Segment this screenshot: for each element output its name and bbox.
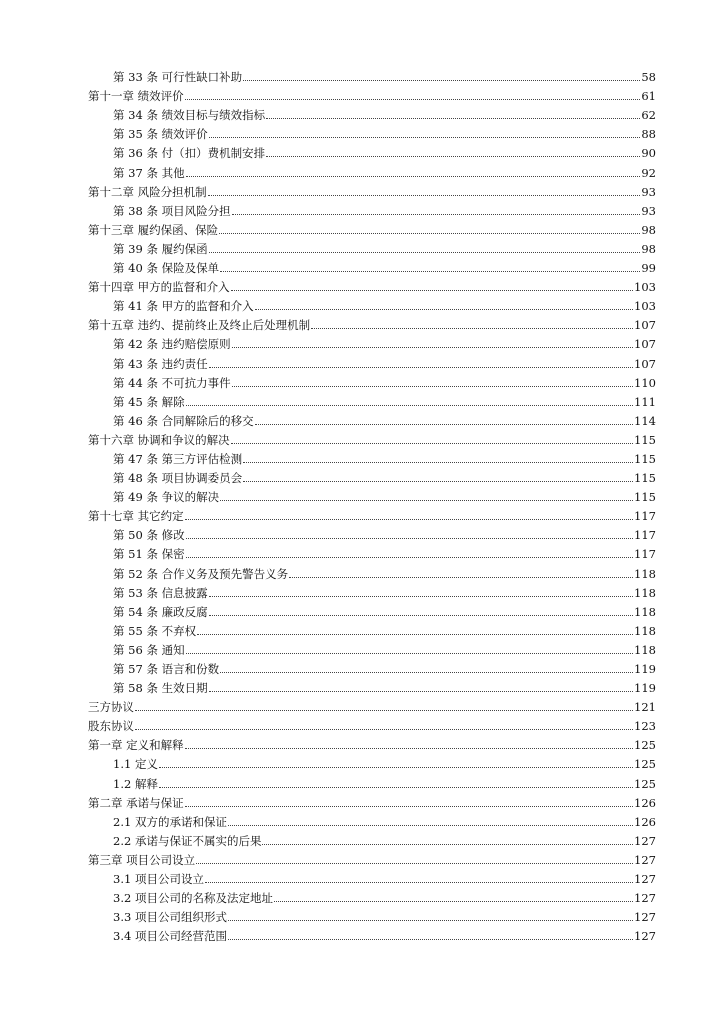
dot-leader	[135, 709, 633, 711]
toc-entry-page-number: 114	[634, 413, 656, 428]
toc-entry-chapter[interactable]	[88, 714, 656, 733]
toc-entry-page-number: 111	[634, 394, 656, 409]
toc-entry-label: 第 52 条 合作义务及预先警告义务	[113, 566, 289, 581]
toc-entry-chapter[interactable]	[88, 180, 656, 199]
toc-entry-label: 第 56 条 通知	[113, 642, 185, 657]
dot-leader	[186, 556, 633, 558]
toc-entry-page-number: 119	[634, 662, 656, 676]
toc-entry-label: 第二章 承诺与保证	[88, 795, 184, 810]
toc-entry-chapter[interactable]	[88, 733, 656, 752]
table-of-contents	[88, 65, 656, 943]
toc-entry-page-number: 110	[634, 375, 656, 390]
toc-entry-label: 股东协议	[88, 719, 134, 734]
toc-entry-chapter[interactable]	[88, 84, 656, 103]
dot-leader	[186, 175, 641, 177]
toc-entry-label: 第 38 条 项目风险分担	[113, 203, 231, 218]
toc-entry-label: 第 48 条 项目协调委员会	[113, 471, 243, 486]
toc-entry-article[interactable]	[88, 103, 656, 122]
toc-entry-page-number: 119	[634, 681, 656, 696]
toc-entry-chapter[interactable]	[88, 695, 656, 714]
toc-entry-page-number: 125	[634, 738, 656, 753]
dot-leader	[255, 308, 633, 310]
toc-entry-article[interactable]	[88, 867, 656, 886]
dot-leader	[219, 232, 640, 234]
toc-entry-article[interactable]	[88, 771, 656, 790]
dot-leader	[209, 614, 633, 616]
toc-entry-chapter[interactable]	[88, 428, 656, 447]
toc-entry-article[interactable]	[88, 638, 656, 657]
dot-leader	[266, 155, 640, 157]
toc-entry-label: 第 47 条 第三方评估检测	[113, 451, 243, 466]
toc-entry-page-number: 115	[634, 451, 656, 466]
toc-entry-label: 第 35 条 绩效评价	[113, 127, 208, 142]
toc-entry-article[interactable]	[88, 485, 656, 504]
toc-entry-chapter[interactable]	[88, 313, 656, 332]
toc-entry-page-number: 88	[641, 127, 656, 142]
dot-leader	[266, 117, 640, 119]
toc-entry-chapter[interactable]	[88, 275, 656, 294]
toc-entry-article[interactable]	[88, 657, 656, 676]
dot-leader	[185, 805, 633, 807]
toc-entry-page-number: 117	[634, 547, 656, 562]
dot-leader	[228, 824, 633, 826]
toc-entry-page-number: 117	[634, 528, 656, 543]
toc-entry-label: 第 36 条 付（扣）费机制安排	[113, 146, 266, 161]
toc-entry-label: 第 40 条 保险及保单	[113, 261, 220, 276]
toc-entry-article[interactable]	[88, 924, 656, 943]
dot-leader	[209, 251, 641, 253]
toc-entry-label: 第 37 条 其他	[113, 165, 185, 180]
dot-leader	[159, 766, 633, 768]
toc-entry-article[interactable]	[88, 676, 656, 695]
toc-entry-label: 3.1 项目公司设立	[113, 872, 204, 887]
toc-entry-label: 第十二章 风险分担机制	[88, 184, 207, 199]
toc-entry-label: 第三章 项目公司设立	[88, 852, 196, 867]
toc-entry-page-number: 123	[634, 719, 656, 734]
toc-entry-chapter[interactable]	[88, 848, 656, 867]
toc-entry-label: 第 34 条 绩效目标与绩效指标	[113, 108, 266, 123]
toc-entry-article[interactable]	[88, 810, 656, 829]
toc-entry-label: 第十七章 其它约定	[88, 509, 184, 524]
toc-entry-label: 3.2 项目公司的名称及法定地址	[113, 891, 273, 906]
toc-entry-article[interactable]	[88, 237, 656, 256]
toc-entry-page-number: 115	[634, 490, 656, 505]
dot-leader	[209, 690, 633, 692]
toc-entry-label: 第一章 定义和解释	[88, 738, 184, 753]
toc-entry-label: 1.2 解释	[113, 776, 158, 791]
toc-entry-article[interactable]	[88, 256, 656, 275]
toc-entry-article[interactable]	[88, 542, 656, 561]
toc-entry-label: 第 44 条 不可抗力事件	[113, 375, 231, 390]
toc-entry-label: 第 39 条 履约保函	[113, 241, 208, 256]
toc-entry-page-number: 127	[634, 833, 656, 848]
dot-leader	[209, 136, 641, 138]
toc-entry-page-number: 58	[641, 70, 656, 85]
toc-entry-page-number: 126	[634, 795, 656, 810]
toc-entry-label: 1.1 定义	[113, 757, 158, 772]
toc-entry-article[interactable]	[88, 65, 656, 84]
toc-entry-page-number: 118	[634, 623, 656, 638]
toc-entry-page-number: 118	[634, 604, 656, 619]
toc-entry-page-number: 98	[641, 222, 656, 237]
dot-leader	[220, 499, 633, 501]
dot-leader	[209, 366, 633, 368]
toc-entry-article[interactable]	[88, 619, 656, 638]
toc-entry-page-number: 118	[634, 566, 656, 581]
toc-entry-label: 第 51 条 保密	[113, 547, 185, 562]
dot-leader	[159, 786, 633, 788]
toc-entry-label: 第 46 条 合同解除后的移交	[113, 413, 254, 428]
toc-entry-article[interactable]	[88, 351, 656, 370]
toc-entry-article[interactable]	[88, 581, 656, 600]
dot-leader	[228, 938, 633, 940]
dot-leader	[196, 862, 633, 864]
toc-entry-page-number: 125	[634, 757, 656, 772]
toc-entry-page-number: 107	[634, 318, 656, 333]
toc-entry-label: 第 54 条 廉政反腐	[113, 604, 208, 619]
toc-entry-label: 第 43 条 违约责任	[113, 356, 208, 371]
dot-leader	[220, 671, 633, 673]
toc-entry-page-number: 117	[634, 509, 656, 524]
dot-leader	[185, 98, 641, 100]
toc-entry-page-number: 62	[641, 108, 656, 123]
toc-entry-page-number: 125	[634, 776, 656, 791]
dot-leader	[243, 461, 633, 463]
toc-entry-page-number: 118	[634, 585, 656, 600]
toc-entry-article[interactable]	[88, 199, 656, 218]
toc-entry-page-number: 93	[641, 184, 656, 199]
toc-entry-page-number: 90	[641, 146, 656, 161]
dot-leader	[311, 327, 633, 329]
dot-leader	[232, 346, 633, 348]
toc-entry-article[interactable]	[88, 447, 656, 466]
toc-entry-article[interactable]	[88, 829, 656, 848]
toc-entry-label: 第 45 条 解除	[113, 394, 185, 409]
dot-leader	[255, 423, 633, 425]
toc-entry-chapter[interactable]	[88, 504, 656, 523]
toc-entry-label: 第十三章 履约保函、保险	[88, 222, 219, 237]
toc-entry-article[interactable]	[88, 561, 656, 580]
toc-entry-article[interactable]	[88, 752, 656, 771]
dot-leader	[262, 843, 633, 845]
toc-entry-article[interactable]	[88, 523, 656, 542]
toc-entry-label: 第 53 条 信息披露	[113, 585, 208, 600]
toc-entry-chapter[interactable]	[88, 791, 656, 810]
toc-entry-page-number: 107	[634, 337, 656, 352]
toc-entry-label: 第 57 条 语言和份数	[113, 662, 220, 676]
toc-entry-label: 第 49 条 争议的解决	[113, 490, 220, 505]
toc-entry-label: 第 42 条 违约赔偿原则	[113, 337, 231, 352]
dot-leader	[228, 919, 633, 921]
toc-entry-article[interactable]	[88, 294, 656, 313]
toc-entry-label: 第十六章 协调和争议的解决	[88, 432, 230, 447]
toc-entry-article[interactable]	[88, 141, 656, 160]
toc-entry-page-number: 127	[634, 910, 656, 925]
toc-entry-label: 第十四章 甲方的监督和介入	[88, 280, 230, 295]
toc-entry-page-number: 99	[641, 261, 656, 276]
toc-entry-article[interactable]	[88, 122, 656, 141]
toc-entry-article[interactable]	[88, 160, 656, 179]
toc-entry-article[interactable]	[88, 332, 656, 351]
dot-leader	[185, 518, 633, 520]
toc-entry-page-number: 107	[634, 356, 656, 371]
dot-leader	[208, 194, 641, 196]
dot-leader	[197, 633, 633, 635]
toc-entry-page-number: 103	[634, 299, 656, 314]
toc-entry-label: 第 33 条 可行性缺口补助	[113, 70, 243, 85]
toc-entry-page-number: 103	[634, 280, 656, 295]
toc-entry-label: 第 50 条 修改	[113, 528, 185, 543]
dot-leader	[231, 289, 633, 291]
dot-leader	[232, 385, 633, 387]
dot-leader	[205, 881, 633, 883]
dot-leader	[243, 79, 640, 81]
dot-leader	[135, 728, 633, 730]
toc-entry-page-number: 115	[634, 471, 656, 486]
toc-entry-label: 2.2 承诺与保证不属实的后果	[113, 833, 262, 848]
toc-entry-label: 第 58 条 生效日期	[113, 681, 208, 696]
dot-leader	[186, 652, 633, 654]
toc-entry-article[interactable]	[88, 371, 656, 390]
toc-entry-article[interactable]	[88, 886, 656, 905]
toc-entry-label: 第十五章 违约、提前终止及终止后处理机制	[88, 318, 311, 333]
toc-entry-label: 3.4 项目公司经营范围	[113, 929, 227, 944]
dot-leader	[186, 404, 633, 406]
toc-entry-page-number: 61	[641, 89, 656, 104]
toc-entry-label: 第十一章 绩效评价	[88, 89, 184, 104]
toc-entry-article[interactable]	[88, 600, 656, 619]
toc-entry-page-number: 92	[641, 165, 656, 180]
toc-entry-label: 2.1 双方的承诺和保证	[113, 814, 227, 829]
toc-entry-article[interactable]	[88, 466, 656, 485]
dot-leader	[232, 213, 641, 215]
dot-leader	[231, 442, 633, 444]
toc-entry-page-number: 98	[641, 241, 656, 256]
toc-entry-page-number: 121	[634, 700, 656, 715]
toc-entry-label: 第 55 条 不弃权	[113, 623, 197, 638]
toc-entry-label: 三方协议	[88, 700, 134, 715]
dot-leader	[274, 900, 633, 902]
dot-leader	[185, 747, 633, 749]
toc-entry-page-number: 115	[634, 432, 656, 447]
dot-leader	[209, 595, 633, 597]
toc-entry-article[interactable]	[88, 905, 656, 924]
toc-entry-article[interactable]	[88, 390, 656, 409]
toc-entry-page-number: 118	[634, 642, 656, 657]
toc-entry-chapter[interactable]	[88, 218, 656, 237]
dot-leader	[289, 576, 633, 578]
dot-leader	[220, 270, 640, 272]
dot-leader	[186, 537, 633, 539]
toc-entry-page-number: 126	[634, 814, 656, 829]
toc-entry-page-number: 127	[634, 872, 656, 887]
toc-entry-page-number: 127	[634, 929, 656, 944]
toc-entry-article[interactable]	[88, 409, 656, 428]
toc-entry-label: 3.3 项目公司组织形式	[113, 910, 227, 925]
toc-entry-page-number: 127	[634, 852, 656, 867]
dot-leader	[243, 480, 633, 482]
toc-entry-page-number: 93	[641, 203, 656, 218]
toc-entry-page-number: 127	[634, 891, 656, 906]
toc-entry-label: 第 41 条 甲方的监督和介入	[113, 299, 254, 314]
